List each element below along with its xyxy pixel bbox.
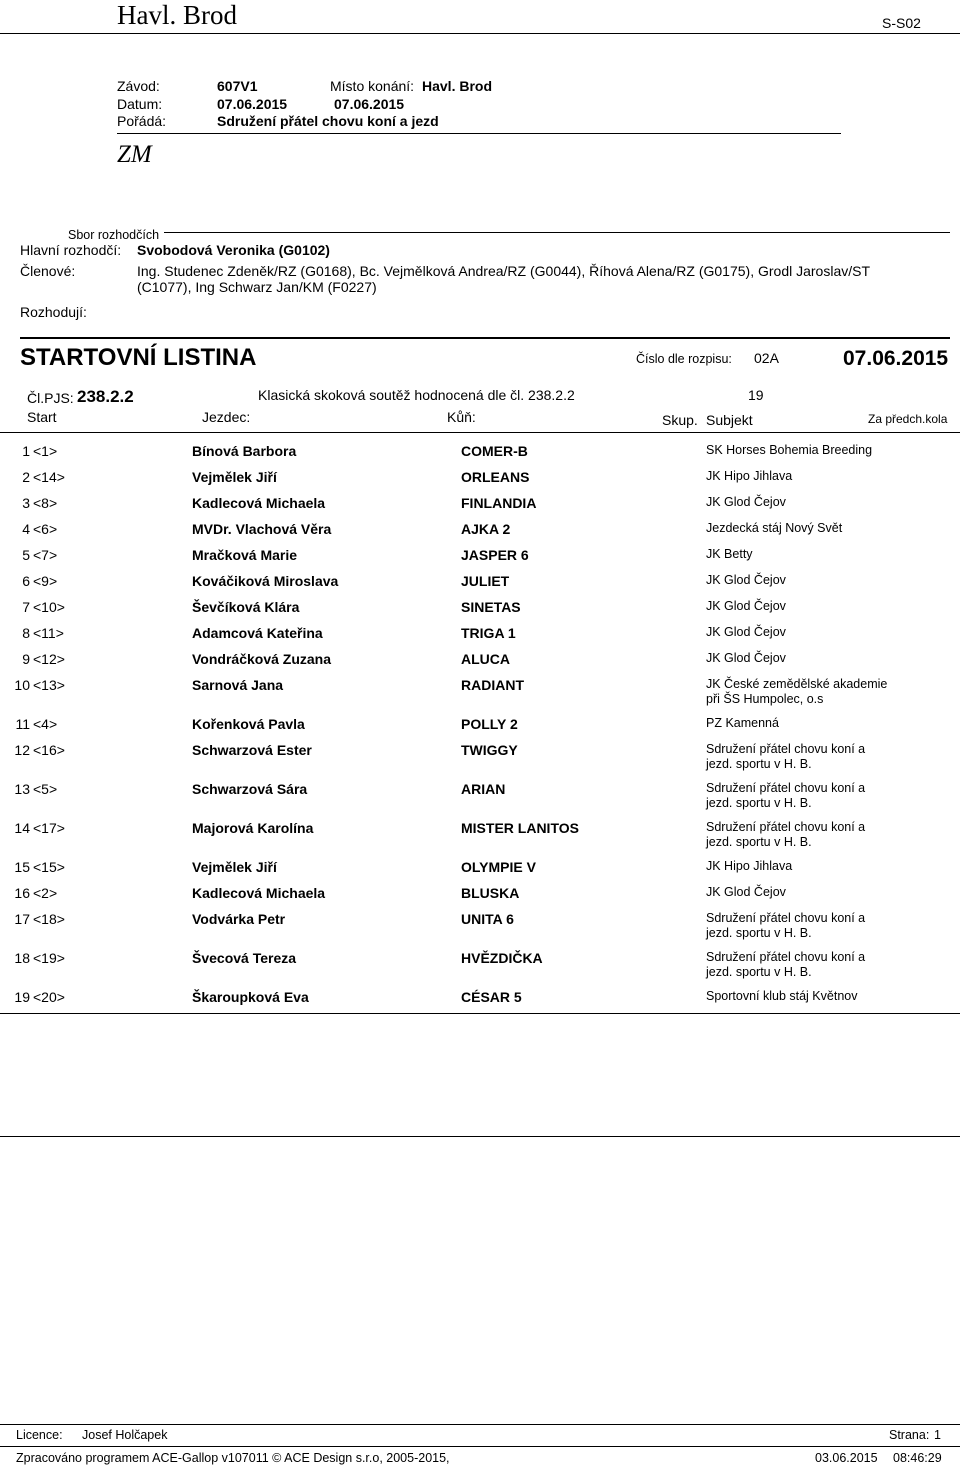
subject-name: JK Glod Čejov: [706, 651, 786, 665]
start-no: <8>: [33, 495, 58, 511]
horse-name: JASPER 6: [461, 547, 529, 563]
subject-name: Sdružení přátel chovu koní a jezd. sportu v H. B.: [706, 820, 866, 849]
subject-name: JK Betty: [706, 547, 753, 561]
subject-name: Sportovní klub stáj Květnov: [706, 989, 858, 1003]
horse-name: ARIAN: [461, 781, 506, 797]
rider-name: Vondráčková Zuzana: [192, 651, 332, 667]
subject-name: PZ Kamenná: [706, 716, 779, 730]
order-no: 5: [22, 547, 30, 563]
start-no: <17>: [33, 820, 65, 836]
order-no: 10: [14, 677, 30, 693]
horse-name: CÉSAR 5: [461, 989, 522, 1005]
rider-name: Kováčiková Miroslava: [192, 573, 339, 589]
horse-name: FINLANDIA: [461, 495, 537, 511]
rider-name: Mračková Marie: [192, 547, 298, 563]
rider-name: Majorová Karolína: [192, 820, 314, 836]
page-value: 1: [934, 1428, 941, 1442]
licence-label: Licence:: [16, 1428, 63, 1442]
members-label: Členové:: [20, 263, 76, 279]
horse-name: BLUSKA: [461, 885, 520, 901]
rider-name: MVDr. Vlachová Věra: [192, 521, 332, 537]
horse-name: ALUCA: [461, 651, 510, 667]
order-no: 13: [14, 781, 30, 797]
start-no: <4>: [33, 716, 58, 732]
rider-name: Kadlecová Michaela: [192, 495, 326, 511]
page-label: Strana:: [889, 1428, 930, 1442]
subject-name: JK Glod Čejov: [706, 885, 786, 899]
subject-name: JK Glod Čejov: [706, 625, 786, 639]
table-row: [0, 677, 960, 707]
decide-label: Rozhodují:: [20, 304, 87, 320]
table-row: [0, 820, 960, 850]
horse-name: AJKA 2: [461, 521, 511, 537]
horse-name: JULIET: [461, 573, 510, 589]
zavod-value: 607V1: [217, 78, 258, 94]
rider-name: Švecová Tereza: [192, 950, 297, 966]
horse-name: COMER-B: [461, 443, 528, 459]
subject-name: Sdružení přátel chovu koní a jezd. sportu v H. B.: [706, 911, 866, 940]
start-no: <14>: [33, 469, 65, 485]
header-code: S-S02: [882, 15, 921, 31]
start-no: <10>: [33, 599, 65, 615]
competition-name: Klasická skoková soutěž hodnocená dle čl. 238.2.2: [258, 387, 575, 403]
start-no: <2>: [33, 885, 58, 901]
rider-name: Vejmělek Jiří: [192, 859, 277, 875]
misto-value: Havl. Brod: [422, 78, 493, 94]
datum-label: Datum:: [117, 96, 163, 112]
subject-name: JK Hipo Jihlava: [706, 469, 793, 483]
rider-name: Kadlecová Michaela: [192, 885, 326, 901]
title-rule: [20, 337, 950, 339]
rider-name: Schwarzová Sára: [192, 781, 308, 797]
rider-name: Adamcová Kateřina: [192, 625, 323, 641]
datum-from: 07.06.2015: [217, 96, 288, 112]
col-start: Start: [27, 409, 57, 425]
print-date: 03.06.2015: [815, 1451, 878, 1465]
horse-name: MISTER LANITOS: [461, 820, 579, 836]
start-no: <7>: [33, 547, 58, 563]
subject-name: JK Hipo Jihlava: [706, 859, 793, 873]
header-rule: [0, 33, 960, 34]
list-end-rule: [0, 1013, 960, 1014]
footer-mid-rule: [0, 1446, 960, 1447]
rider-name: Škaroupková Eva: [192, 989, 309, 1005]
subject-name: JK Glod Čejov: [706, 495, 786, 509]
order-no: 7: [22, 599, 30, 615]
order-no: 6: [22, 573, 30, 589]
order-no: 1: [22, 443, 30, 459]
print-time: 08:46:29: [893, 1451, 942, 1465]
list-bottom-rule: [0, 1136, 960, 1137]
licence-value: Josef Holčapek: [82, 1428, 168, 1442]
members-line1: Ing. Studenec Zdeněk/RZ (G0168), Bc. Vejmělková Andrea/RZ (G0044), Říhová Alena/RZ (G0175), Grodl Jaroslav/ST: [137, 263, 871, 279]
rider-name: Schwarzová Ester: [192, 742, 312, 758]
start-no: <12>: [33, 651, 65, 667]
horse-name: ORLEANS: [461, 469, 530, 485]
horse-name: TWIGGY: [461, 742, 518, 758]
porada-label: Pořádá:: [117, 113, 167, 129]
software-info: Zpracováno programem ACE-Gallop v107011 © ACE Design s.r.o, 2005-2015,: [16, 1451, 450, 1465]
list-title: STARTOVNÍ LISTINA: [20, 344, 257, 371]
start-no: <5>: [33, 781, 58, 797]
rider-name: Vejmělek Jiří: [192, 469, 277, 485]
horse-name: UNITA 6: [461, 911, 514, 927]
order-no: 12: [14, 742, 30, 758]
horse-name: SINETAS: [461, 599, 521, 615]
start-no: <20>: [33, 989, 65, 1005]
rider-name: Bínová Barbora: [192, 443, 297, 459]
subject-name: SK Horses Bohemia Breeding: [706, 443, 873, 457]
subject-name: Sdružení přátel chovu koní a jezd. sportu v H. B.: [706, 950, 866, 979]
start-no: <16>: [33, 742, 65, 758]
order-no: 18: [14, 950, 30, 966]
start-no: <1>: [33, 443, 58, 459]
col-rider: Jezdec:: [202, 409, 251, 425]
footer-top-rule: [0, 1424, 960, 1425]
subject-name: JK Glod Čejov: [706, 599, 786, 613]
cislo-label: Číslo dle rozpisu:: [636, 352, 732, 366]
start-no: <11>: [33, 625, 64, 641]
pjs-value: 238.2.2: [77, 387, 134, 406]
zavod-label: Závod:: [117, 78, 160, 94]
subject-name: JK České zemědělské akademie při ŠS Humpolec, o.s: [706, 677, 888, 706]
order-no: 4: [22, 521, 30, 537]
horse-name: HVĚZDIČKA: [461, 950, 543, 966]
col-group: Skup.: [662, 412, 698, 428]
event-rule: [117, 133, 841, 134]
order-no: 19: [14, 989, 30, 1005]
datum-to: 07.06.2015: [334, 96, 405, 112]
cislo-value: 02A: [754, 350, 779, 366]
col-subject: Subjekt: [706, 412, 753, 428]
rider-name: Sarnová Jana: [192, 677, 284, 693]
order-no: 17: [14, 911, 30, 927]
jury-rule: [164, 232, 950, 233]
header-bottom-rule: [0, 432, 960, 433]
order-no: 9: [22, 651, 30, 667]
start-no: <9>: [33, 573, 58, 589]
misto-label: Místo konání:: [330, 78, 415, 94]
chief-value: Svobodová Veronika (G0102): [137, 242, 330, 258]
subject-name: JK Glod Čejov: [706, 573, 786, 587]
order-no: 8: [22, 625, 30, 641]
subject-name: Sdružení přátel chovu koní a jezd. sportu v H. B.: [706, 742, 866, 771]
start-no: <6>: [33, 521, 58, 537]
horse-name: RADIANT: [461, 677, 524, 693]
subject-name: Sdružení přátel chovu koní a jezd. sportu v H. B.: [706, 781, 866, 810]
porada-value: Sdružení přátel chovu koní a jezd: [217, 113, 439, 129]
jury-title: Sbor rozhodčích: [68, 228, 160, 242]
table-row: [0, 911, 960, 941]
start-no: <13>: [33, 677, 65, 693]
subject-name: Jezdecká stáj Nový Svět: [706, 521, 843, 535]
order-no: 16: [14, 885, 30, 901]
rider-name: Vodvárka Petr: [192, 911, 286, 927]
order-no: 3: [22, 495, 30, 511]
members-line2: (C1077), Ing Schwarz Jan/KM (F0227): [137, 279, 377, 295]
horse-name: POLLY 2: [461, 716, 518, 732]
zm-mark: ZM: [117, 141, 152, 168]
list-date: 07.06.2015: [843, 347, 949, 370]
start-no: <18>: [33, 911, 65, 927]
table-row: [0, 781, 960, 811]
table-row: [0, 950, 960, 980]
chief-label: Hlavní rozhodčí:: [20, 242, 122, 258]
start-no: <15>: [33, 859, 65, 875]
order-no: 2: [22, 469, 30, 485]
header-place: Havl. Brod: [117, 0, 237, 30]
table-row: [0, 742, 960, 772]
order-no: 15: [14, 859, 30, 875]
rider-name: Ševčíková Klára: [192, 599, 300, 615]
col-prev: Za předch.kola: [868, 412, 948, 426]
order-no: 14: [14, 820, 30, 836]
pjs-label: Čl.PJS:: [27, 390, 74, 406]
entry-count: 19: [748, 387, 764, 403]
horse-name: TRIGA 1: [461, 625, 516, 641]
col-horse: Kůň:: [447, 409, 476, 425]
order-no: 11: [15, 716, 30, 732]
table-row: [0, 989, 960, 1019]
rider-name: Kořenková Pavla: [192, 716, 305, 732]
start-no: <19>: [33, 950, 65, 966]
horse-name: OLYMPIE V: [461, 859, 536, 875]
